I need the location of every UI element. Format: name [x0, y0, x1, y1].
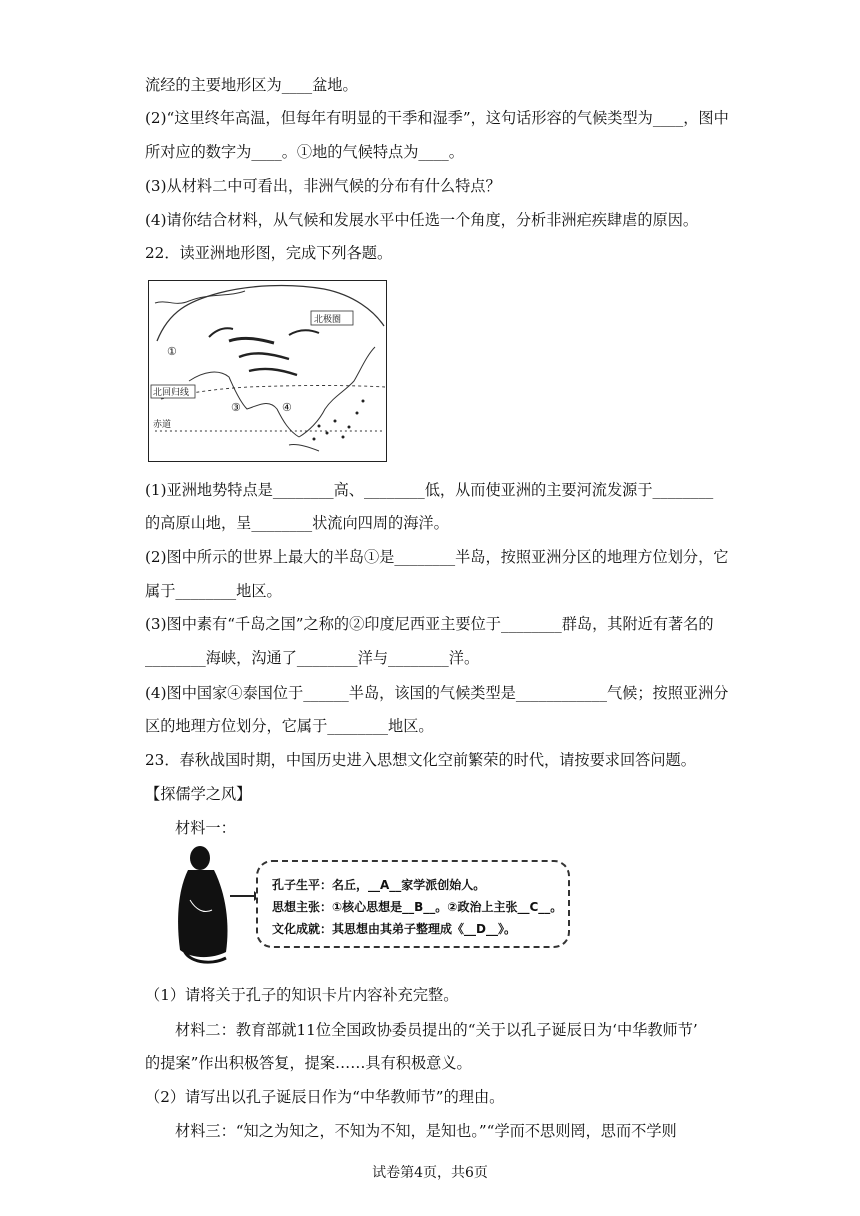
line-1: 流经的主要地形区为____盆地。 — [145, 76, 358, 94]
asia-map-drawing — [149, 281, 386, 461]
line-22-2b: 属于________地区。 — [145, 582, 282, 600]
line-22-3b: ________海峡，沟通了________洋与________洋。 — [145, 649, 480, 667]
line-4: (3)从材料二中可看出，非洲气候的分布有什么特点？ — [145, 177, 501, 195]
page-footer: 试卷第4页，共6页 — [372, 1165, 488, 1181]
line-22-1a: (1)亚洲地势特点是________高、________低，从而使亚洲的主要河流发源于________ — [145, 481, 714, 499]
label-north-polar-circle: 北极圈 — [314, 315, 342, 325]
confucius-figure — [170, 840, 570, 970]
line-3: 所对应的数字为____。①地的气候特点为____。 — [145, 143, 464, 161]
marker-4: ④ — [282, 401, 292, 414]
line-5: (4)请你结合材料，从气候和发展水平中任选一个角度，分析非洲疟疾肆虐的原因。 — [145, 211, 699, 229]
section-heading: 【探儒学之风】 — [145, 785, 252, 803]
line-22-2a: (2)图中所示的世界上最大的半岛①是________半岛，按照亚洲分区的地理方位划分，它 — [145, 548, 729, 566]
question-23-1: （1）请将关于孔子的知识卡片内容补充完整。 — [145, 986, 459, 1004]
marker-3: ③ — [231, 401, 241, 414]
material-3-line-1: 材料三：“知之为知之，不知为不知，是知也。”“学而不思则罔，思而不学则 — [175, 1122, 677, 1140]
card-line-1: 孔子生平：名丘，__A__家学派创始人。 — [272, 878, 486, 892]
line-22-4b: 区的地理方位划分，它属于________地区。 — [145, 717, 434, 735]
asia-terrain-map — [148, 280, 387, 462]
line-22-4a: (4)图中国家④泰国位于______半岛，该国的气候类型是____________气候；按照亚洲分 — [145, 684, 729, 702]
question-22-title: 22．读亚洲地形图，完成下列各题。 — [145, 244, 393, 262]
line-2: (2)“这里终年高温，但每年有明显的干季和湿季”，这句话形容的气候类型为____，图中 — [145, 109, 729, 127]
material-1-label: 材料一： — [175, 819, 236, 837]
label-equator: 赤道 — [153, 420, 172, 430]
label-tropic-of-cancer: 北回归线 — [153, 388, 190, 398]
line-22-1b: 的高原山地，呈________状流向四周的海洋。 — [145, 514, 449, 532]
question-23-title: 23．春秋战国时期，中国历史进入思想文化空前繁荣的时代，请按要求回答问题。 — [145, 751, 696, 769]
line-22-3a: (3)图中素有“千岛之国”之称的②印度尼西亚主要位于________群岛，其附近有著名的 — [145, 615, 714, 633]
card-line-2: 思想主张：①核心思想是__B__。②政治上主张__C__。 — [272, 900, 563, 914]
card-line-3: 文化成就：其思想由其弟子整理成《__D__》。 — [272, 922, 516, 936]
material-2-line-2: 的提案”作出积极答复，提案……具有积极意义。 — [145, 1054, 472, 1072]
marker-1: ① — [167, 345, 177, 358]
confucius-knowledge-card — [256, 860, 570, 948]
confucius-illustration — [170, 840, 260, 970]
material-2-line-1: 材料二：教育部就11位全国政协委员提出的“关于以孔子诞辰日为‘中华教师节’ — [175, 1021, 698, 1039]
question-23-2: （2）请写出以孔子诞辰日作为“中华教师节”的理由。 — [145, 1088, 505, 1106]
